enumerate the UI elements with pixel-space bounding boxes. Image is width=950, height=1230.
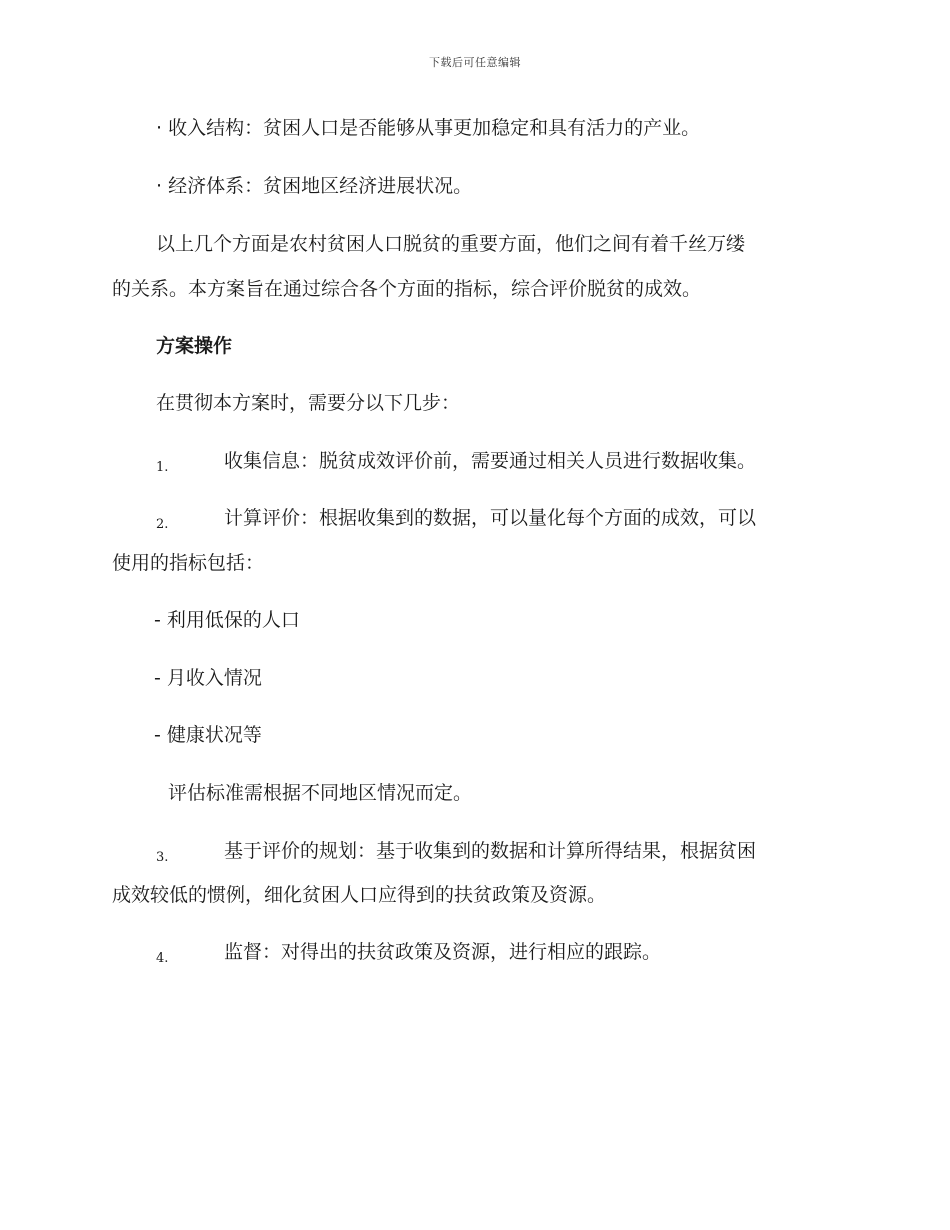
bullet-economic-system: · 经济体系：贫困地区经济进展状况。 [156, 175, 473, 197]
step-2-text-line-1: 计算评价：根据收集到的数据，可以量化每个方面的成效，可以 [224, 507, 757, 529]
summary-paragraph-line-2: 的关系。本方案旨在通过综合各个方面的指标，综合评价脱贫的成效。 [112, 278, 702, 300]
page-header-note: 下载后可任意编辑 [429, 56, 521, 69]
indicator-item: - 月收入情况 [154, 667, 262, 689]
criteria-note: 评估标准需根据不同地区情况而定。 [168, 782, 473, 804]
step-4-text: 监督：对得出的扶贫政策及资源，进行相应的跟踪。 [224, 941, 662, 963]
section-title: 方案操作 [156, 335, 233, 357]
step-2-text-line-2: 使用的指标包括： [112, 552, 265, 574]
step-number-1: 1. [156, 460, 169, 475]
indicator-item: - 利用低保的人口 [154, 609, 300, 631]
step-number-4: 4. [156, 951, 169, 966]
step-3-text-line-1: 基于评价的规划：基于收集到的数据和计算所得结果，根据贫困 [224, 840, 757, 862]
step-3-text-line-2: 成效较低的惯例，细化贫困人口应得到的扶贫政策及资源。 [112, 884, 607, 906]
bullet-income-structure: · 收入结构：贫困人口是否能够从事更加稳定和具有活力的产业。 [156, 117, 701, 139]
step-1-text: 收集信息：脱贫成效评价前，需要通过相关人员进行数据收集。 [224, 450, 757, 472]
step-number-3: 3. [156, 850, 169, 865]
indicator-item: - 健康状况等 [154, 724, 262, 746]
summary-paragraph-line-1: 以上几个方面是农村贫困人口脱贫的重要方面，他们之间有着千丝万缕 [156, 233, 746, 255]
steps-intro: 在贯彻本方案时，需要分以下几步： [156, 392, 461, 414]
step-number-2: 2. [156, 517, 169, 532]
